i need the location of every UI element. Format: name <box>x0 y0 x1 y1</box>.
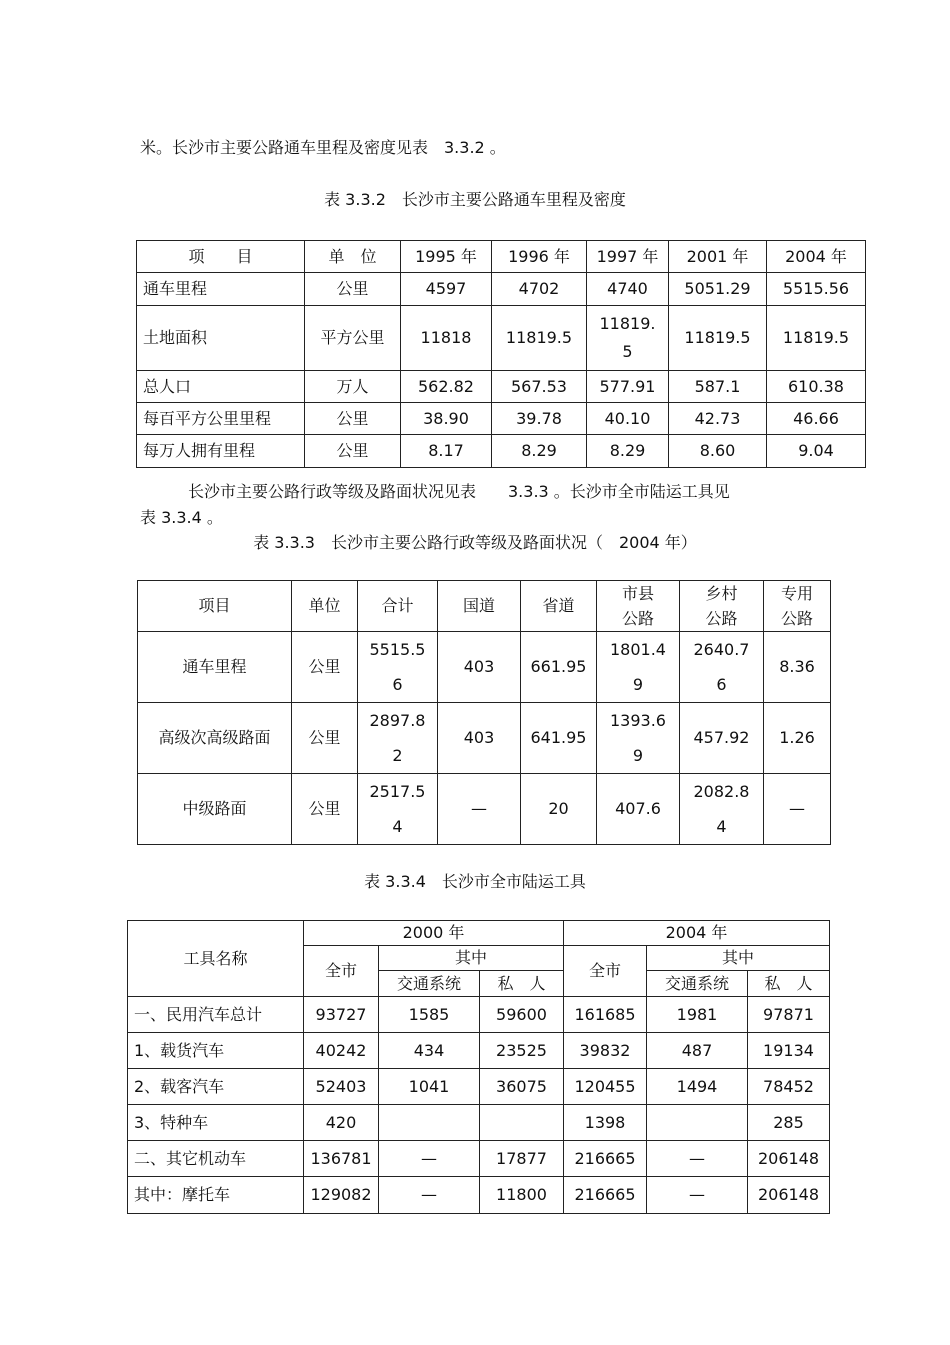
cell: 4702 <box>492 273 587 306</box>
cell: 5051.29 <box>669 273 767 306</box>
cell: 129082 <box>304 1177 379 1214</box>
cell: 661.95 <box>521 632 597 703</box>
header-cell: 2001 年 <box>669 241 767 273</box>
row-label: 二、其它机动车 <box>128 1141 304 1177</box>
cell: 2517.5 4 <box>358 774 438 845</box>
cell: — <box>438 774 521 845</box>
header-cell: 单位 <box>292 581 358 632</box>
row-label: 其中：摩托车 <box>128 1177 304 1214</box>
cell: 公里 <box>292 703 358 774</box>
cell: 42.73 <box>669 403 767 435</box>
table-row <box>137 403 866 435</box>
cell: — <box>647 1141 748 1177</box>
cell: 1041 <box>379 1069 480 1105</box>
cell: 11819.5 <box>492 306 587 371</box>
row-label: 总人口 <box>137 371 305 403</box>
header-cell: 市县 公路 <box>597 581 680 632</box>
header-cell: 专用 公路 <box>764 581 831 632</box>
row-label: 一、民用汽车总计 <box>128 997 304 1033</box>
cell: 487 <box>647 1033 748 1069</box>
cell: 36075 <box>480 1069 564 1105</box>
table-row <box>137 273 866 306</box>
header-transport-system: 交通系统 <box>647 971 748 997</box>
table-row <box>138 774 831 845</box>
table-row <box>137 306 866 371</box>
cell: 1398 <box>564 1105 647 1141</box>
table-row <box>128 997 830 1033</box>
cell: 78452 <box>748 1069 830 1105</box>
row-label: 每万人拥有里程 <box>137 435 305 468</box>
header-cell: 国道 <box>438 581 521 632</box>
cell: 5515.5 6 <box>358 632 438 703</box>
cell: 平方公里 <box>305 306 401 371</box>
cell <box>647 1105 748 1141</box>
cell <box>480 1105 564 1141</box>
cell: — <box>379 1141 480 1177</box>
cell: 40242 <box>304 1033 379 1069</box>
cell: 2082.8 4 <box>680 774 764 845</box>
cell: — <box>764 774 831 845</box>
header-cell: 1997 年 <box>587 241 669 273</box>
header-all-city: 全市 <box>304 946 379 997</box>
cell: 39832 <box>564 1033 647 1069</box>
cell: 11800 <box>480 1177 564 1214</box>
cell: 1.26 <box>764 703 831 774</box>
header-cell: 1996 年 <box>492 241 587 273</box>
row-label: 2、载客汽车 <box>128 1069 304 1105</box>
cell: 567.53 <box>492 371 587 403</box>
cell: 420 <box>304 1105 379 1141</box>
cell: 120455 <box>564 1069 647 1105</box>
cell: 8.29 <box>492 435 587 468</box>
table-row <box>137 435 866 468</box>
cell: 万人 <box>305 371 401 403</box>
paragraph-body-line1: 长沙市主要公路行政等级及路面状况见表 3.3.3 。长沙市全市陆运工具见 <box>188 482 730 501</box>
header-cell: 1995 年 <box>401 241 492 273</box>
paragraph-intro: 米。长沙市主要公路通车里程及密度见表 3.3.2 。 <box>140 138 506 157</box>
cell: 610.38 <box>767 371 866 403</box>
cell: 19134 <box>748 1033 830 1069</box>
cell: 206148 <box>748 1177 830 1214</box>
paragraph-body-line2: 表 3.3.4 。 <box>140 508 223 527</box>
header-tool-name: 工具名称 <box>128 921 304 997</box>
cell: 577.91 <box>587 371 669 403</box>
row-label: 中级路面 <box>138 774 292 845</box>
cell: 公里 <box>292 632 358 703</box>
cell: 公里 <box>292 774 358 845</box>
cell: 8.60 <box>669 435 767 468</box>
table-row <box>138 703 831 774</box>
cell: 407.6 <box>597 774 680 845</box>
cell: 216665 <box>564 1177 647 1214</box>
table-row <box>128 1033 830 1069</box>
table-row <box>138 632 831 703</box>
cell: 38.90 <box>401 403 492 435</box>
cell: 1981 <box>647 997 748 1033</box>
cell: 403 <box>438 703 521 774</box>
cell: 161685 <box>564 997 647 1033</box>
table-row <box>128 1141 830 1177</box>
cell: 434 <box>379 1033 480 1069</box>
table-row <box>137 371 866 403</box>
cell: 公里 <box>305 273 401 306</box>
cell: 9.04 <box>767 435 866 468</box>
cell: 4740 <box>587 273 669 306</box>
cell: 8.36 <box>764 632 831 703</box>
cell: 403 <box>438 632 521 703</box>
cell: 1585 <box>379 997 480 1033</box>
row-label: 土地面积 <box>137 306 305 371</box>
cell: 587.1 <box>669 371 767 403</box>
cell: 公里 <box>305 435 401 468</box>
cell: 1801.4 9 <box>597 632 680 703</box>
cell: 46.66 <box>767 403 866 435</box>
cell: 40.10 <box>587 403 669 435</box>
cell: 20 <box>521 774 597 845</box>
header-cell: 乡村 公路 <box>680 581 764 632</box>
header-transport-system: 交通系统 <box>379 971 480 997</box>
cell: 1393.6 9 <box>597 703 680 774</box>
cell: 11819. 5 <box>587 306 669 371</box>
cell: 11819.5 <box>767 306 866 371</box>
row-label: 每百平方公里里程 <box>137 403 305 435</box>
row-label: 通车里程 <box>138 632 292 703</box>
cell: 4597 <box>401 273 492 306</box>
table-3-3-4 <box>127 920 830 1214</box>
cell: 2897.8 2 <box>358 703 438 774</box>
cell: 93727 <box>304 997 379 1033</box>
header-private: 私 人 <box>480 971 564 997</box>
cell: 97871 <box>748 997 830 1033</box>
header-of-which: 其中 <box>379 946 564 971</box>
table-row <box>128 1105 830 1141</box>
header-year-2000: 2000 年 <box>304 921 564 946</box>
cell <box>379 1105 480 1141</box>
row-label: 高级次高级路面 <box>138 703 292 774</box>
cell: 457.92 <box>680 703 764 774</box>
table-caption-3-3-4: 表 3.3.4 长沙市全市陆运工具 <box>364 872 586 891</box>
header-cell: 项目 <box>138 581 292 632</box>
header-cell: 省道 <box>521 581 597 632</box>
cell: 59600 <box>480 997 564 1033</box>
header-cell: 2004 年 <box>767 241 866 273</box>
cell: 5515.56 <box>767 273 866 306</box>
row-label: 1、载货汽车 <box>128 1033 304 1069</box>
header-year-2004: 2004 年 <box>564 921 830 946</box>
cell: 136781 <box>304 1141 379 1177</box>
cell: 17877 <box>480 1141 564 1177</box>
cell: — <box>647 1177 748 1214</box>
cell: 52403 <box>304 1069 379 1105</box>
row-label: 通车里程 <box>137 273 305 306</box>
cell: — <box>379 1177 480 1214</box>
table-row <box>128 1069 830 1105</box>
cell: 562.82 <box>401 371 492 403</box>
cell: 23525 <box>480 1033 564 1069</box>
cell: 206148 <box>748 1141 830 1177</box>
cell: 11818 <box>401 306 492 371</box>
cell: 公里 <box>305 403 401 435</box>
header-cell: 项 目 <box>137 241 305 273</box>
table-3-3-2 <box>136 240 866 468</box>
row-label: 3、特种车 <box>128 1105 304 1141</box>
table-caption-3-3-3: 表 3.3.3 长沙市主要公路行政等级及路面状况（ 2004 年） <box>253 533 697 552</box>
header-cell: 单 位 <box>305 241 401 273</box>
cell: 8.29 <box>587 435 669 468</box>
table-caption-3-3-2: 表 3.3.2 长沙市主要公路通车里程及密度 <box>324 190 626 209</box>
header-private: 私 人 <box>748 971 830 997</box>
header-cell: 合计 <box>358 581 438 632</box>
cell: 641.95 <box>521 703 597 774</box>
header-all-city: 全市 <box>564 946 647 997</box>
table-3-3-3 <box>137 580 831 845</box>
cell: 1494 <box>647 1069 748 1105</box>
cell: 39.78 <box>492 403 587 435</box>
cell: 216665 <box>564 1141 647 1177</box>
cell: 2640.7 6 <box>680 632 764 703</box>
cell: 11819.5 <box>669 306 767 371</box>
cell: 285 <box>748 1105 830 1141</box>
header-of-which: 其中 <box>647 946 830 971</box>
table-row <box>128 1177 830 1214</box>
cell: 8.17 <box>401 435 492 468</box>
